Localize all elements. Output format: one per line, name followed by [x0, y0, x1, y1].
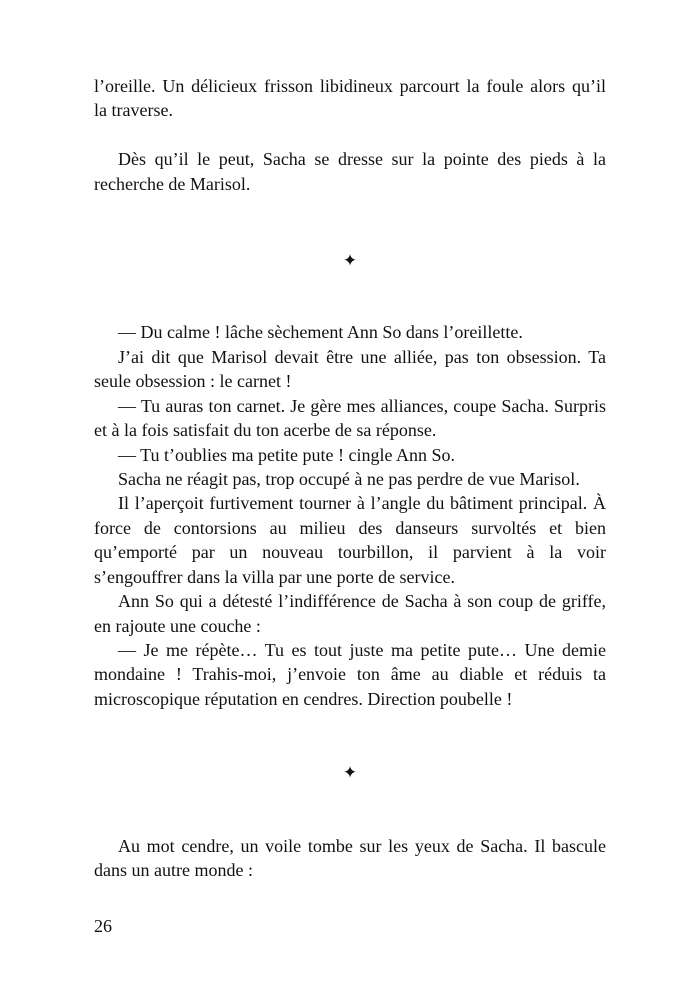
section-break-ornament: ✦	[342, 763, 358, 783]
text-line: qu’emporté par un nouveau tourbillon, il parvient à la voir	[94, 542, 606, 562]
text-line: recherche de Marisol.	[94, 174, 251, 194]
section-break-ornament: ✦	[342, 251, 358, 271]
text-line: mondaine ! Trahis-moi, j’envoie ton âme au diable et réduis ta	[94, 664, 606, 684]
text-line: la traverse.	[94, 100, 173, 120]
text-line: en rajoute une couche :	[94, 616, 261, 636]
text-line: Ann So qui a détesté l’indifférence de Sacha à son coup de griffe,	[118, 591, 606, 611]
page-number: 26	[94, 916, 112, 936]
text-line: l’oreille. Un délicieux frisson libidineux parcourt la foule alors qu’il	[94, 76, 606, 96]
text-line: s’engouffrer dans la villa par une porte de service.	[94, 567, 456, 587]
text-line: — Je me répète… Tu es tout juste ma petite pute… Une demie	[118, 640, 606, 660]
text-line: Sacha ne réagit pas, trop occupé à ne pas perdre de vue Marisol.	[118, 469, 580, 489]
text-line: dans un autre monde :	[94, 860, 253, 880]
text-line: microscopique réputation en cendres. Direction poubelle !	[94, 689, 513, 709]
text-line: Dès qu’il le peut, Sacha se dresse sur la pointe des pieds à la	[118, 149, 606, 169]
text-line: et à la fois satisfait du ton acerbe de sa réponse.	[94, 420, 437, 440]
text-line: J’ai dit que Marisol devait être une alliée, pas ton obsession. Ta	[118, 347, 606, 367]
text-line: — Tu auras ton carnet. Je gère mes alliances, coupe Sacha. Surpris	[118, 396, 606, 416]
text-line: — Tu t’oublies ma petite pute ! cingle Ann So.	[118, 445, 455, 465]
text-line: — Du calme ! lâche sèchement Ann So dans l’oreillette.	[118, 322, 523, 342]
text-line: Au mot cendre, un voile tombe sur les yeux de Sacha. Il bascule	[118, 836, 606, 856]
text-line: Il l’aperçoit furtivement tourner à l’angle du bâtiment principal. À	[118, 493, 606, 513]
text-line: seule obsession : le carnet !	[94, 371, 292, 391]
text-line: force de contorsions au milieu des danseurs survoltés et bien	[94, 518, 606, 538]
